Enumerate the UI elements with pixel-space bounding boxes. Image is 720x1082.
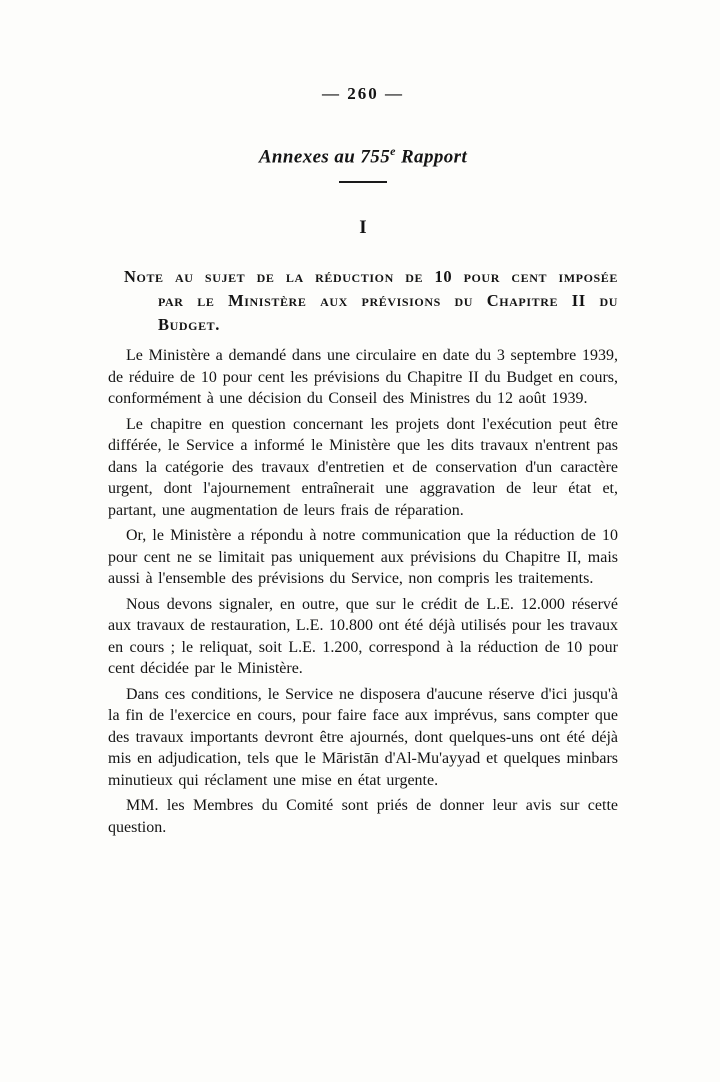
document-title bbox=[108, 144, 618, 168]
document-title-suffix: Rapport bbox=[395, 146, 468, 168]
page-number: — 260 — bbox=[322, 84, 404, 103]
document-title-ordinal: e bbox=[390, 144, 396, 158]
paragraph: MM. les Membres du Comité sont priés de donner leur avis sur cette question. bbox=[108, 797, 618, 836]
document-body bbox=[108, 345, 618, 838]
text-block bbox=[108, 84, 618, 838]
paragraph: Le Ministère a demandé dans une circulaire en date du 3 septembre 1939, de réduire de 10 pour cent les prévisions du Chapitre II du Budget en cours, conformément à une décision du Conseil des Ministres du 12 août 1939. bbox=[108, 347, 618, 408]
paragraph: Or, le Ministère a répondu à notre communication que la réduction de 10 pour cent ne se limitait pas uniquement aux prévisions du Chapitre II, mais aussi à l'ensemble des prévisions du Service, non compris les traitements. bbox=[108, 527, 618, 588]
paragraph: Le chapitre en question concernant les projets dont l'exécution peut être différée, le Service a informé le Ministère que les dits travaux n'entrent pas dans la catégorie des travaux d'entretien et de conservation d'un caractère urgent, dont l'ajournement entraînerait une aggravation de leur état et, partant, une augmentation de leurs frais de réparation. bbox=[108, 415, 618, 519]
paragraph: Nous devons signaler, en outre, que sur le crédit de L.E. 12.000 réservé aux travaux de restauration, L.E. 10.800 ont été déjà utilisés pour les travaux en cours ; le reliquat, soit L.E. 1.200, correspond à la réduction de 10 pour cent décidée par le Ministère. bbox=[108, 595, 618, 678]
title-rule bbox=[339, 181, 387, 183]
paragraph: Dans ces conditions, le Service ne disposera d'aucune réserve d'ici jusqu'à la fin de l'exercice en cours, pour faire face aux imprévus, sans compter que des travaux importants devront être ajournés, dont quelques-uns ont été déjà mis en adjudication, tels que le Māristān d'Al-Mu'ayyad et quelques minbars minutieux qui réclament une mise en état urgente. bbox=[108, 685, 618, 789]
section-heading: Note au sujet de la réduction de 10 pour cent imposée par le Ministère aux prévisions du Chapitre II du Budget. bbox=[124, 267, 618, 335]
document-title-prefix: Annexes au 755 bbox=[258, 146, 391, 168]
section-number: I bbox=[359, 217, 367, 239]
